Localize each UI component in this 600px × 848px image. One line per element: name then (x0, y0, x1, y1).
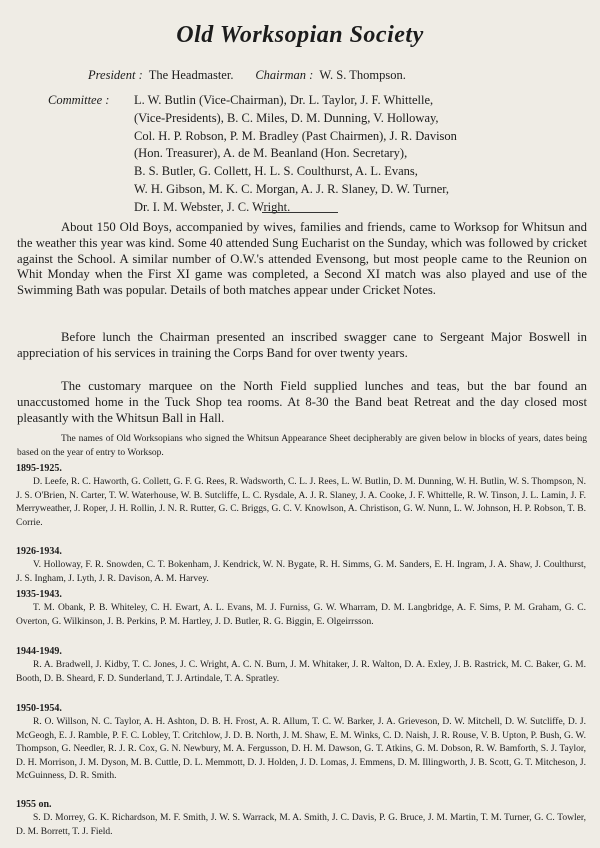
page-title: Old Worksopian Society (176, 22, 424, 48)
officers-line (88, 68, 406, 83)
names-list: T. M. Obank, P. B. Whiteley, C. H. Ewart, A. L. Evans, M. J. Furniss, G. W. Wharram, D. M. Langbridge, A. F. Sims, P. M. Graham, G. C. Overton, G. Wilkinson, J. B. Perkins, P. M. Hartley, J. D. Butler, R. G. Biggin, E. Olgeirrsson. (16, 603, 586, 627)
years-heading: 1926-1934. (16, 546, 62, 557)
names-list: D. Leefe, R. C. Haworth, G. Collett, G. F. G. Rees, R. Wadsworth, C. L. J. Rees, L. W. Butlin, D. M. Dunning, W. H. Butlin, W. S. Thompson, N. J. S. O'Brien, N. Carter, T. W. Waterhouse, W. B. Sutcliffe, L. C. Rysdale, A. J. R. Slaney, J. A. Cooke, J. F. Whittelle, R. W. Tinson, J. L. Lamin, J. F. Merryweather, J. Roper, J. H. Rollin, J. N. R. Rutter, G. C. Briggs, G. C. V. Knowlson, A. Christison, G. W. Nunn, L. W. Johnson, H. P. Robson, T. B. Corrie. (16, 477, 586, 528)
names-intro: The names of Old Worksopians who signed the Whitsun Appearance Sheet decipherably are given below in blocks of years, dates being based on the year of entry to Worksop. (17, 434, 587, 458)
committee-line: B. S. Butler, G. Collett, H. L. S. Coulthurst, A. L. Evans, (134, 164, 418, 179)
committee-line: Col. H. P. Robson, P. M. Bradley (Past Chairmen), J. R. Davison (134, 128, 457, 143)
years-heading: 1944-1949. (16, 646, 62, 657)
committee-line: (Vice-Presidents), B. C. Miles, D. M. Dunning, V. Holloway, (134, 110, 439, 125)
president-label: President : (88, 68, 143, 82)
chairman-label: Chairman : (255, 68, 314, 82)
committee-line: W. H. Gibson, M. K. C. Morgan, A. J. R. Slaney, D. W. Turner, (134, 181, 450, 196)
committee-list (134, 92, 584, 217)
years-heading: 1950-1954. (16, 703, 62, 714)
committee-line: L. W. Butlin (Vice-Chairman), Dr. L. Taylor, J. F. Whittelle, (134, 93, 434, 107)
years-heading: 1955 on. (16, 799, 52, 810)
years-heading: 1895-1925. (16, 463, 62, 474)
report-paragraph: The customary marquee on the North Field supplied lunches and teas, but the bar found an unaccustomed home in the Tuck Shop tea rooms. At 8-30 the Band beat Retreat and the day closed most pleasantly with the Whitsun Ball in Hall. (17, 379, 587, 425)
years-heading: 1935-1943. (16, 589, 62, 600)
report-paragraph: About 150 Old Boys, accompanied by wives, families and friends, came to Worksop for Whitsun and the weather this year was kind. Some 40 attended Sung Eucharist on the Sunday, which was followed by cricket against the School. A similar number of O.W.'s attended Evensong, but most people came to the Reunion on Whit Monday when the First XI game was completed, a Second XI match was also played and use of the Swimming Bath was popular. Details of both matches appear under Cricket Notes. (17, 220, 587, 298)
names-list: V. Holloway, F. R. Snowden, C. T. Bokenham, J. Kendrick, W. N. Bygate, R. H. Simms, G. M. Sanders, E. H. Ingram, J. A. Shaw, J. Coulthurst, J. S. Ingham, J. Lyth, J. R. Davison, A. M. Harvey. (16, 560, 586, 584)
names-list: R. A. Bradwell, J. Kidby, T. C. Jones, J. C. Wright, A. C. N. Burn, J. M. Whitaker, J. R. Walton, D. A. Exley, J. B. Rastrick, M. C. Baker, G. M. Booth, D. B. Sheard, F. D. Sunderland, T. J. Artindale, T. A. Spratley. (16, 660, 586, 684)
report-paragraph: Before lunch the Chairman presented an inscribed swagger cane to Sergeant Major Boswell in appreciation of his services in training the Corps Band for over twenty years. (17, 330, 587, 360)
names-list: S. D. Morrey, G. K. Richardson, M. F. Smith, J. W. S. Warrack, M. A. Smith, J. C. Davis, P. G. Bruce, J. M. Martin, T. M. Turner, G. C. Towler, D. M. Borrett, T. J. Field. (16, 813, 586, 837)
chairman-value: W. S. Thompson. (319, 68, 406, 82)
committee-label: Committee : (48, 93, 110, 107)
president-value: The Headmaster. (148, 68, 234, 82)
section-divider (262, 212, 338, 213)
names-list: R. O. Willson, N. C. Taylor, A. H. Ashton, D. B. H. Frost, A. R. Allum, T. C. W. Barker, J. A. Grieveson, D. W. Mitchell, D. W. Sutcliffe, D. J. McGeogh, E. J. Ramble, P. F. C. Lobley, T. Critchlow, J. D. B. North, J. M. Shaw, E. M. Winks, C. D. Naish, J. R. Rouse, V. B. Upton, P. Bush, G. W. Thompson, G. Needler, R. J. R. Cox, G. N. Newbury, M. A. Fergusson, D. H. M. Dawson, G. T. Atkins, G. M. Dobson, R. W. Bamforth, S. J. Taylor, D. H. Morrison, J. M. Dyson, M. B. Cuttle, D. L. Memmott, D. J. Holden, J. D. Lomas, J. Emmens, D. M. Illingworth, J. B. Scott, G. T. Mitcheson, J. McGuinness, D. R. Smith. (16, 717, 586, 781)
committee-line: Dr. I. M. Webster, J. C. Wright. (134, 199, 291, 214)
committee-line: (Hon. Treasurer), A. de M. Beanland (Hon. Secretary), (134, 146, 408, 161)
